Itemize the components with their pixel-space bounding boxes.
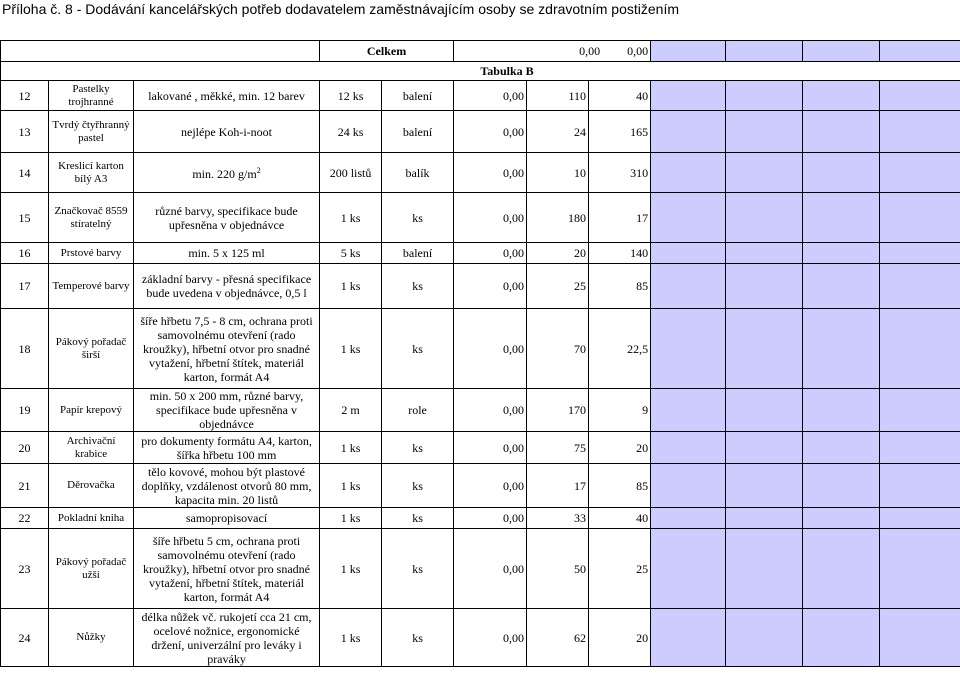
row-number: 16 <box>1 243 49 264</box>
row-number: 20 <box>1 432 49 464</box>
shaded-cell <box>880 111 960 153</box>
items-table <box>0 40 960 667</box>
item-count: 33 <box>527 508 589 529</box>
shaded-cell <box>880 81 960 111</box>
shaded-cell <box>726 243 803 264</box>
item-price: 0,00 <box>454 111 527 153</box>
item-name: Nůžky <box>49 609 134 667</box>
row-number: 19 <box>1 389 49 432</box>
shaded-cell <box>803 193 880 243</box>
item-price: 0,00 <box>454 609 527 667</box>
item-price: 0,00 <box>454 193 527 243</box>
shaded-cell <box>651 264 726 309</box>
shaded-cell <box>726 264 803 309</box>
item-unit: ks <box>382 464 454 508</box>
shaded-cell <box>803 243 880 264</box>
item-count: 62 <box>527 609 589 667</box>
shaded-cell <box>803 508 880 529</box>
shaded-cell <box>803 609 880 667</box>
item-price: 0,00 <box>454 153 527 193</box>
tabulka-row <box>1 62 960 81</box>
shaded-cell <box>803 464 880 508</box>
item-name: Pákový pořadač širší <box>49 309 134 389</box>
item-quantity: 24 ks <box>320 111 382 153</box>
shaded-cell <box>651 81 726 111</box>
item-count: 180 <box>527 193 589 243</box>
shaded-cell <box>726 508 803 529</box>
shaded-cell <box>651 243 726 264</box>
item-quantity: 5 ks <box>320 243 382 264</box>
item-unit-price: 140 <box>589 243 651 264</box>
shaded-cell <box>651 432 726 464</box>
item-description: lakované , měkké, min. 12 barev <box>134 81 320 111</box>
item-name: Papír krepový <box>49 389 134 432</box>
item-count: 110 <box>527 81 589 111</box>
item-name: Pastelky trojhranné <box>49 81 134 111</box>
item-unit: ks <box>382 529 454 609</box>
item-count: 20 <box>527 243 589 264</box>
shaded-cell <box>803 264 880 309</box>
item-name: Archivační krabice <box>49 432 134 464</box>
item-count: 170 <box>527 389 589 432</box>
table-row <box>1 609 960 667</box>
shaded-cell <box>651 508 726 529</box>
table-row <box>1 389 960 432</box>
shaded-cell <box>726 464 803 508</box>
item-unit: role <box>382 389 454 432</box>
item-price: 0,00 <box>454 309 527 389</box>
item-unit: balík <box>382 153 454 193</box>
item-unit-price: 40 <box>589 508 651 529</box>
shaded-cell <box>880 153 960 193</box>
superscript: 2 <box>256 166 261 175</box>
row-number: 13 <box>1 111 49 153</box>
shaded-cell <box>880 464 960 508</box>
item-unit: balení <box>382 243 454 264</box>
table-row <box>1 508 960 529</box>
item-description: šíře hřbetu 7,5 - 8 cm, ochrana proti samovolnému otevření (rado kroužky), hřbetní otvor pro snadné vytažení, hřbetní štítek, materiál karton, formát A4 <box>134 309 320 389</box>
item-name: Pákový pořadač užší <box>49 529 134 609</box>
table-row <box>1 529 960 609</box>
item-description: šíře hřbetu 5 cm, ochrana proti samovolnému otevření (rado kroužky), hřbetní otvor pro snadné vytažení, hřbetní štítek, materiál karton, formát A4 <box>134 529 320 609</box>
shaded-cell <box>726 389 803 432</box>
item-quantity: 200 listů <box>320 153 382 193</box>
item-unit-price: 25 <box>589 529 651 609</box>
shaded-cell <box>651 193 726 243</box>
total-label: Celkem <box>320 41 454 62</box>
table-row <box>1 111 960 153</box>
item-description: min. 50 x 200 mm, různé barvy, specifikace bude upřesněna v objednávce <box>134 389 320 432</box>
shaded-cell <box>803 432 880 464</box>
table-caption: Tabulka B <box>1 62 960 81</box>
item-quantity: 2 m <box>320 389 382 432</box>
item-description: různé barvy, specifikace bude upřesněna v objednávce <box>134 193 320 243</box>
item-unit-price: 9 <box>589 389 651 432</box>
item-description: základní barvy - přesná specifikace bude uvedena v objednávce, 0,5 l <box>134 264 320 309</box>
shaded-cell <box>651 609 726 667</box>
shaded-cell <box>651 153 726 193</box>
item-price: 0,00 <box>454 264 527 309</box>
item-description: délka nůžek vč. rukojetí cca 21 cm, ocelové nožnice, ergonomické držení, univerzální pro leváky i praváky <box>134 609 320 667</box>
item-unit-price: 40 <box>589 81 651 111</box>
row-number: 22 <box>1 508 49 529</box>
item-unit-price: 22,5 <box>589 309 651 389</box>
item-count: 70 <box>527 309 589 389</box>
total-sum-1: 0,00 <box>579 44 601 58</box>
row-number: 24 <box>1 609 49 667</box>
table-row <box>1 432 960 464</box>
row-number: 21 <box>1 464 49 508</box>
item-count: 75 <box>527 432 589 464</box>
item-unit-price: 17 <box>589 193 651 243</box>
table-row <box>1 243 960 264</box>
table-row <box>1 153 960 193</box>
item-price: 0,00 <box>454 508 527 529</box>
shaded-cell <box>880 389 960 432</box>
item-description: samopropisovací <box>134 508 320 529</box>
shaded-cell <box>803 389 880 432</box>
table-row <box>1 309 960 389</box>
shaded-cell <box>726 111 803 153</box>
total-row <box>1 41 960 62</box>
item-count: 25 <box>527 264 589 309</box>
item-price: 0,00 <box>454 81 527 111</box>
item-unit-price: 310 <box>589 153 651 193</box>
item-unit: ks <box>382 309 454 389</box>
item-unit: ks <box>382 609 454 667</box>
item-quantity: 1 ks <box>320 609 382 667</box>
shaded-cell <box>880 508 960 529</box>
item-unit-price: 165 <box>589 111 651 153</box>
item-name: Tvrdý čtyřhranný pastel <box>49 111 134 153</box>
page-title: Příloha č. 8 - Dodávání kancelářských potřeb dodavatelem zaměstnávajícím osoby se zdravotním postižením <box>2 1 679 17</box>
item-count: 17 <box>527 464 589 508</box>
item-unit-price: 85 <box>589 264 651 309</box>
shaded-cell <box>726 193 803 243</box>
shaded-cell <box>726 309 803 389</box>
item-unit: ks <box>382 193 454 243</box>
shaded-cell <box>726 609 803 667</box>
item-name: Prstové barvy <box>49 243 134 264</box>
row-number: 18 <box>1 309 49 389</box>
shaded-cell <box>803 153 880 193</box>
item-price: 0,00 <box>454 432 527 464</box>
shaded-cell <box>651 464 726 508</box>
item-unit: balení <box>382 81 454 111</box>
shaded-cell <box>880 432 960 464</box>
item-description: min. 5 x 125 ml <box>134 243 320 264</box>
total-sum-2: 0,00 <box>627 44 649 58</box>
item-name: Temperové barvy <box>49 264 134 309</box>
item-unit: ks <box>382 432 454 464</box>
row-number: 12 <box>1 81 49 111</box>
shaded-cell <box>880 264 960 309</box>
shaded-cell <box>803 81 880 111</box>
shaded-cell <box>803 309 880 389</box>
item-quantity: 1 ks <box>320 432 382 464</box>
shaded-cell <box>726 432 803 464</box>
item-unit-price: 20 <box>589 609 651 667</box>
item-price: 0,00 <box>454 464 527 508</box>
item-description: tělo kovové, mohou být plastové doplňky, vzdálenost otvorů 80 mm, kapacita min. 20 listů <box>134 464 320 508</box>
item-quantity: 1 ks <box>320 464 382 508</box>
item-unit: balení <box>382 111 454 153</box>
table-row <box>1 264 960 309</box>
item-price: 0,00 <box>454 389 527 432</box>
shaded-cell <box>651 309 726 389</box>
shaded-cell <box>880 529 960 609</box>
item-count: 50 <box>527 529 589 609</box>
shaded-cell <box>880 609 960 667</box>
shaded-cell <box>803 111 880 153</box>
item-description: min. 220 $g/m^2$ <box>134 153 320 193</box>
shaded-cell <box>651 111 726 153</box>
item-quantity: 1 ks <box>320 529 382 609</box>
item-unit-price: 20 <box>589 432 651 464</box>
item-count: 24 <box>527 111 589 153</box>
table-row <box>1 464 960 508</box>
shaded-cell <box>880 243 960 264</box>
shaded-cell <box>651 529 726 609</box>
row-number: 17 <box>1 264 49 309</box>
row-number: 23 <box>1 529 49 609</box>
row-number: 14 <box>1 153 49 193</box>
item-unit-price: 85 <box>589 464 651 508</box>
item-name: Kreslicí karton bílý A3 <box>49 153 134 193</box>
item-quantity: 1 ks <box>320 508 382 529</box>
item-name: Děrovačka <box>49 464 134 508</box>
shaded-cell <box>880 309 960 389</box>
item-quantity: 1 ks <box>320 309 382 389</box>
item-count: 10 <box>527 153 589 193</box>
item-quantity: 12 ks <box>320 81 382 111</box>
table-row <box>1 81 960 111</box>
shaded-cell <box>726 153 803 193</box>
item-unit: ks <box>382 508 454 529</box>
item-price: 0,00 <box>454 529 527 609</box>
shaded-cell <box>803 529 880 609</box>
shaded-cell <box>651 389 726 432</box>
shaded-cell <box>880 193 960 243</box>
item-description: pro dokumenty formátu A4, karton, šířka hřbetu 100 mm <box>134 432 320 464</box>
item-unit: ks <box>382 264 454 309</box>
shaded-cell <box>726 529 803 609</box>
item-description: nejlépe Koh-i-noot <box>134 111 320 153</box>
item-name: Značkovač 8559 stíratelný <box>49 193 134 243</box>
item-price: 0,00 <box>454 243 527 264</box>
table-row <box>1 193 960 243</box>
row-number: 15 <box>1 193 49 243</box>
shaded-cell <box>726 81 803 111</box>
item-quantity: 1 ks <box>320 264 382 309</box>
item-quantity: 1 ks <box>320 193 382 243</box>
item-name: Pokladní kniha <box>49 508 134 529</box>
